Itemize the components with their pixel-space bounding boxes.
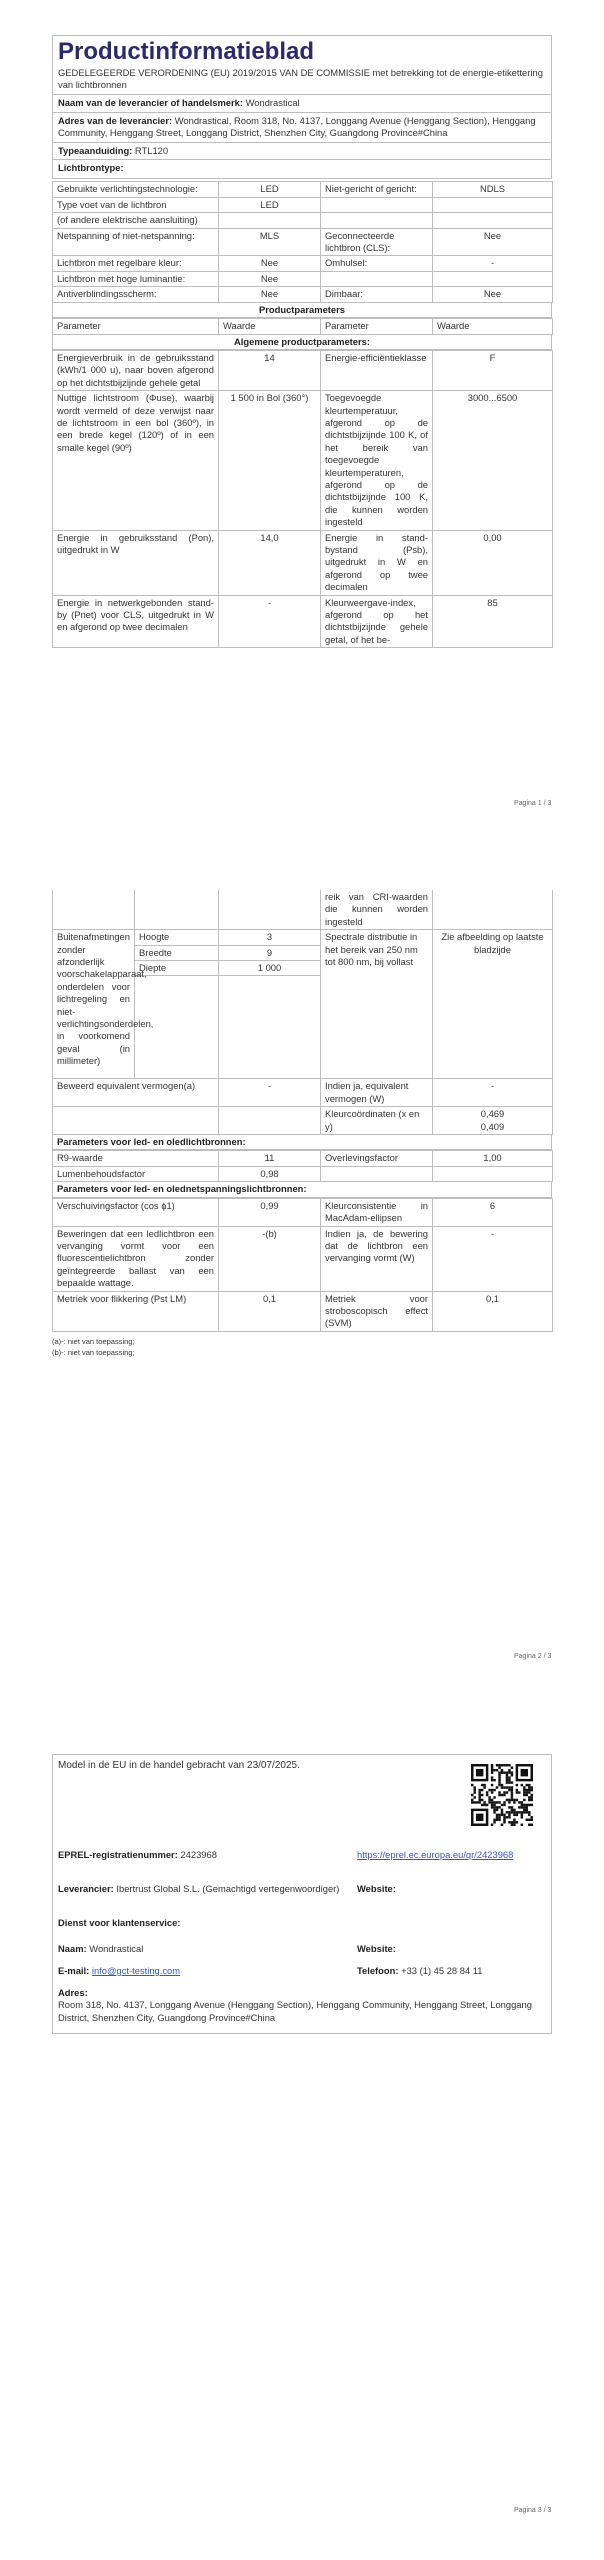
led-param-label-right <box>321 1166 433 1181</box>
led-param-value: 0,98 <box>219 1166 321 1181</box>
address-value: Wondrastical, Room 318, No. 4137, Longgang Avenue (Henggang Section), Henggang Community, Henggang Street, Longgang District, Shenzhen City, Guangdong Province#China <box>58 114 536 139</box>
lightsource-type-label: Lichtbrontype: <box>58 162 124 174</box>
general-param-label-right: Energie-efficiëntieklasse <box>321 350 433 390</box>
type-label-right <box>321 213 433 228</box>
type-table <box>52 181 553 302</box>
name-label: Naam: <box>58 1943 87 1954</box>
power-param-value: - <box>219 1079 321 1107</box>
general-param-label-right: Toegevoegde kleurtemperatuur, afgerond op de dichtstbijzijnde 100 K, of het bereik van toegevoegde kleurtemperaturen, afgerond op de dichtstbijzijnde 100 K, die kunnen worden ingesteld <box>321 391 433 530</box>
led-net-param-row <box>53 1291 553 1331</box>
eprel-label: EPREL-registratienummer: <box>58 1849 178 1860</box>
spectral-distribution-label: Spectrale distributie in het bereik van 250 nm tot 800 nm, bij vollast <box>321 930 433 1079</box>
param-head-table <box>52 318 553 334</box>
header-block <box>52 35 552 179</box>
type-value-right <box>433 197 553 212</box>
address-row <box>53 112 551 142</box>
type-value: LED <box>219 197 321 212</box>
type-value <box>219 213 321 228</box>
page-number-3: Pagina 3 / 3 <box>514 2507 552 2514</box>
led-net-params-table <box>52 1198 553 1332</box>
led-net-param-value: -(b) <box>219 1226 321 1291</box>
general-param-value: 14 <box>219 350 321 390</box>
address-value-p3: Room 318, No. 4137, Longgang Avenue (Henggang Section), Henggang Community, Henggang Street, Longgang District, Shenzhen City, Guangdong Province#China <box>58 1999 532 2023</box>
led-net-param-row <box>53 1198 553 1226</box>
type-label: Netspanning of niet-netspanning: <box>53 228 219 256</box>
led-net-param-label-right: Metriek voor stroboscopisch effect (SVM) <box>321 1291 433 1331</box>
power-param-row <box>53 1107 553 1135</box>
type-value-right <box>433 213 553 228</box>
type-value: MLS <box>219 228 321 256</box>
model-label: Typeaanduiding: <box>58 144 133 156</box>
general-param-label: Nuttige lichtstroom (Φuse), waarbij wordt vermeld of deze verwijst naar de lichtstroom in een bol (360º), in een brede kegel (120º) of in een smalle kegel (90º) <box>53 391 219 530</box>
led-net-param-label: Beweringen dat een ledlichtbron een vervanging vormt voor een fluorescentielichtbron zonder geïntegreerde ballast van een bepaalde wattage. <box>53 1226 219 1291</box>
phone-label: Telefoon: <box>357 1965 399 1976</box>
power-param-label-right: Kleurcoördinaten (x en y) <box>321 1107 433 1135</box>
led-param-value-right: 1,00 <box>433 1151 553 1166</box>
model-row <box>53 142 551 159</box>
type-label: Type voet van de lichtbron <box>53 197 219 212</box>
led-param-label-right: Overlevingsfactor <box>321 1151 433 1166</box>
phone-row <box>357 1965 483 1977</box>
led-net-param-value-right: 6 <box>433 1198 553 1226</box>
power-param-label-right: Indien ja, equivalent vermogen (W) <box>321 1079 433 1107</box>
led-param-row <box>53 1166 553 1181</box>
dim-key-height: Hoogte <box>135 930 219 945</box>
type-value-right: NDLS <box>433 182 553 197</box>
type-value-right: Nee <box>433 287 553 302</box>
email-label: E-mail: <box>58 1965 90 1976</box>
general-params-header: Algemene productparameters: <box>52 335 552 350</box>
market-date: Model in de EU in de handel gebracht van 23/07/2025. <box>58 1760 300 1771</box>
page-1 <box>52 35 552 648</box>
eprel-link[interactable]: https://eprel.ec.europa.eu/qr/2423968 <box>357 1849 514 1860</box>
page-2 <box>52 890 552 1358</box>
type-label-right: Omhulsel: <box>321 256 433 271</box>
general-param-value-right: 85 <box>433 595 553 648</box>
type-label: Antiverblindingsscherm: <box>53 287 219 302</box>
power-param-value <box>219 1107 321 1135</box>
type-row <box>53 197 553 212</box>
supplier-row <box>53 94 551 111</box>
type-label-right <box>321 197 433 212</box>
led-net-param-value-right: - <box>433 1226 553 1291</box>
general-param-row <box>53 391 553 530</box>
spectral-distribution-value: Zie afbeelding op laatste bladzijde <box>433 930 553 1079</box>
dim-value-width: 9 <box>219 945 321 960</box>
type-label: Gebruikte verlichtingstechnologie: <box>53 182 219 197</box>
led-params-header: Parameters voor led- en oledlichtbronnen: <box>52 1135 552 1150</box>
general-param-label-right: Kleurweergave-index, afgerond op het dichtstbijzijnde gehele getal, of het be- <box>321 595 433 648</box>
type-value: Nee <box>219 271 321 286</box>
type-value-right: - <box>433 256 553 271</box>
model-value: RTL120 <box>134 144 169 156</box>
footnotes <box>52 1336 552 1359</box>
footnote-a: (a)-: niet van toepassing; <box>52 1336 135 1346</box>
type-row <box>53 256 553 271</box>
led-params-table <box>52 1150 553 1182</box>
type-row <box>53 287 553 302</box>
led-net-param-label-right: Kleurconsistentie in MacAdam-ellipsen <box>321 1198 433 1226</box>
name-row <box>58 1943 143 1955</box>
footnote-b: (b)-: niet van toepassing; <box>52 1348 135 1357</box>
email-row <box>58 1965 180 1977</box>
address-block-p3 <box>58 1987 546 2024</box>
type-label: Lichtbron met regelbare kleur: <box>53 256 219 271</box>
type-value: LED <box>219 182 321 197</box>
general-param-label: Energie in gebruiksstand (Pon), uitgedrukt in W <box>53 530 219 595</box>
type-row <box>53 228 553 256</box>
general-param-label: Energieverbruik in de gebruiksstand (kWh/1 000 u), naar boven afgerond op het dichtstbijzijnde gehele getal <box>53 350 219 390</box>
led-param-label: R9-waarde <box>53 1151 219 1166</box>
param-head-waarde: Waarde <box>219 319 321 334</box>
general-param-label-right: Energie in stand-bystand (Psb), uitgedrukt in W en afgerond op twee decimalen <box>321 530 433 595</box>
type-label-right: Niet-gericht of gericht: <box>321 182 433 197</box>
supplier-label-p3: Leverancier: <box>58 1883 114 1894</box>
eprel-value: 2423968 <box>180 1849 217 1860</box>
supplier-row-p3 <box>58 1883 348 1895</box>
led-param-row <box>53 1151 553 1166</box>
led-net-param-label: Verschuivingsfactor (cos ϕ1) <box>53 1198 219 1226</box>
led-net-param-value-right: 0,1 <box>433 1291 553 1331</box>
general-param-value: - <box>219 595 321 648</box>
power-param-value-right: 0,469 0,409 <box>433 1107 553 1135</box>
param-head-waarde-2: Waarde <box>433 319 553 334</box>
led-param-value-right <box>433 1166 553 1181</box>
type-value-right <box>433 271 553 286</box>
general-param-value: 1 500 in Bol (360°) <box>219 391 321 530</box>
type-value: Nee <box>219 287 321 302</box>
led-param-value: 11 <box>219 1151 321 1166</box>
general-params-table <box>52 350 553 648</box>
regulation-text: GEDELEGEERDE VERORDENING (EU) 2019/2015 VAN DE COMMISSIE met betrekking tot de energie-etikettering van lichtbronnen <box>58 66 543 90</box>
led-net-param-value: 0,99 <box>219 1198 321 1226</box>
type-value-right: Nee <box>433 228 553 256</box>
power-param-row <box>53 1079 553 1107</box>
page-number-2: Pagina 2 / 3 <box>514 1653 552 1660</box>
supplier-label: Naam van de leverancier of handelsmerk: <box>58 97 243 109</box>
cri-range-continued: reik van CRI-waarden die kunnen worden ingesteld <box>321 890 433 930</box>
supplier-value: Wondrastical <box>245 97 300 109</box>
eprel-row <box>58 1849 217 1861</box>
page-number-1: Pagina 1 / 3 <box>514 800 552 807</box>
type-row <box>53 271 553 286</box>
general-param-value-right: 3000...6500 <box>433 391 553 530</box>
email-link[interactable]: info@gct-testing.com <box>91 1965 181 1976</box>
product-params-header: Productparameters <box>52 303 552 318</box>
general-param-row <box>53 350 553 390</box>
dim-key-width: Breedte <box>135 945 219 960</box>
param-head-parameter-2: Parameter <box>321 319 433 334</box>
param-head-parameter: Parameter <box>53 319 219 334</box>
general-param-row <box>53 595 553 648</box>
type-label: (of andere elektrische aansluiting) <box>53 213 219 228</box>
led-net-param-value: 0,1 <box>219 1291 321 1331</box>
type-row <box>53 213 553 228</box>
website-label: Website: <box>357 1883 396 1894</box>
phone-value: +33 (1) 45 28 84 11 <box>401 1965 483 1976</box>
type-value: Nee <box>219 256 321 271</box>
led-net-param-row <box>53 1226 553 1291</box>
general-param-row <box>53 530 553 595</box>
power-param-label <box>53 1107 219 1135</box>
type-row <box>53 182 553 197</box>
name-value: Wondrastical <box>89 1943 144 1954</box>
general-param-value-right: 0,00 <box>433 530 553 595</box>
page-3-info-box <box>52 1754 552 2034</box>
dim-value-height: 3 <box>219 930 321 945</box>
power-param-label: Beweerd equivalent vermogen(a) <box>53 1079 219 1107</box>
address-label: Adres van de leverancier: <box>58 114 173 126</box>
type-label-right: Geconnecteerde lichtbron (CLS): <box>321 228 433 256</box>
general-param-value: 14,0 <box>219 530 321 595</box>
power-param-value-right: - <box>433 1079 553 1107</box>
dim-value-depth: 1 000 <box>219 961 321 976</box>
general-param-value-right: F <box>433 350 553 390</box>
supplier-value-p3: Ibertrust Global S.L. (Gemachtigd vertegenwoordiger) <box>116 1883 340 1894</box>
website2-label: Website: <box>357 1943 396 1954</box>
dim-key-depth: Diepte <box>135 961 219 976</box>
page-title: Productinformatieblad <box>58 38 315 65</box>
led-net-params-header: Parameters voor led- en olednetspanningslichtbronnen: <box>52 1182 552 1197</box>
type-label-right: Dimbaar: <box>321 287 433 302</box>
lightsource-type-row <box>53 159 551 178</box>
led-param-label: Lumenbehoudsfactor <box>53 1166 219 1181</box>
qr-code-icon[interactable] <box>471 1764 533 1826</box>
power-table <box>52 1078 553 1135</box>
led-net-param-label-right: Indien ja, de bewering dat de lichtbron een vervanging vormt (W) <box>321 1226 433 1291</box>
dimensions-label: Buitenafmetingen zonder afzonderlijk voorschakelapparaat, onderdelen voor lichtregeling en niet-verlichtingsonderdelen, in voorkomend geval (in millimeter) <box>53 930 135 1079</box>
general-param-label: Energie in netwerkgebonden stand-by (Pnet) voor CLS, uitgedrukt in W en afgerond op twee decimalen <box>53 595 219 648</box>
type-label-right <box>321 271 433 286</box>
service-header: Dienst voor klantenservice: <box>58 1917 181 1928</box>
continued-table <box>52 890 553 1079</box>
led-net-param-label: Metriek voor flikkering (Pst LM) <box>53 1291 219 1331</box>
type-label: Lichtbron met hoge luminantie: <box>53 271 219 286</box>
address-label-p3: Adres: <box>58 1987 88 1998</box>
